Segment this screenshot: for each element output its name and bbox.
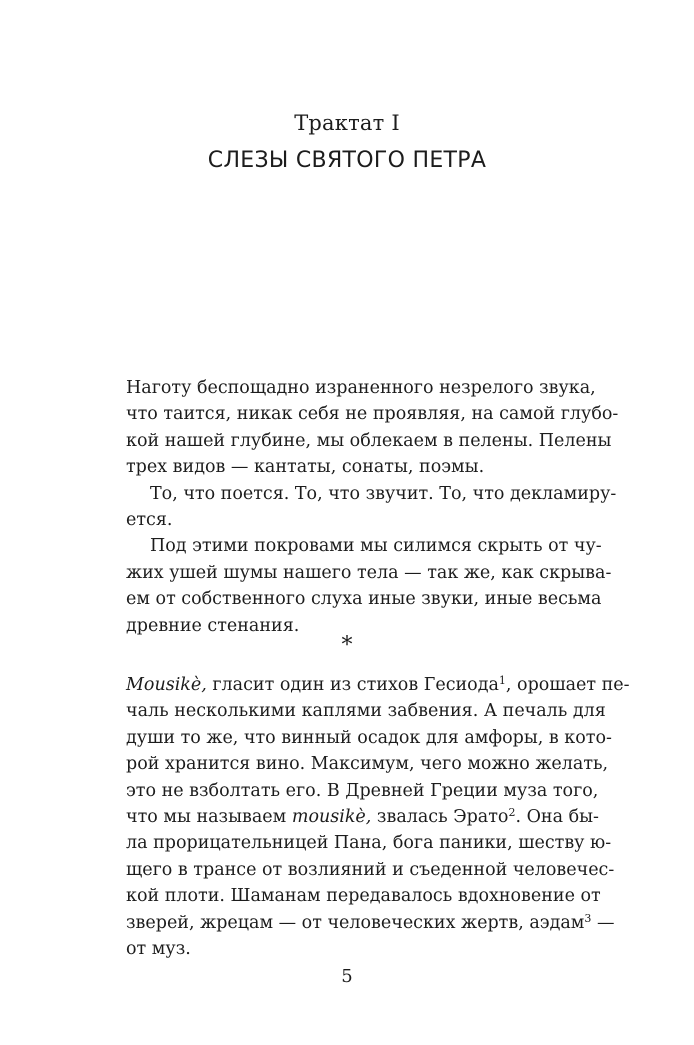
text-line: это не взболтать его. В Древней Греции муза того, — [126, 780, 599, 801]
text-fragment: зверей, жрецам — от человеческих жертв, аэдам — [126, 912, 585, 933]
text-line: Наготу беспощадно израненного незрелого звука, — [126, 378, 596, 398]
paragraph-4 — [126, 672, 630, 962]
treatise-label: Трактат I — [294, 111, 400, 135]
text-line: ла прорицательницей Пана, бога паники, шеству ю- — [126, 833, 612, 854]
text-fragment: , орошает пе- — [505, 675, 630, 695]
paragraph-3 — [126, 533, 612, 639]
italic-term: mousikè, — [291, 807, 372, 828]
text-line — [126, 672, 630, 698]
italic-term: Mousikè, — [126, 675, 207, 695]
text-line: ем от собственного слуха иные звуки, иные весьма — [126, 589, 602, 610]
footnote-ref: 2 — [508, 806, 516, 820]
text-fragment: гласит один из стихов Гесиода — [206, 675, 499, 695]
text-line: что таится, никак себя не проявляя, на самой глубо- — [126, 404, 619, 425]
text-line: Под этими покровами мы силимся скрыть от чу- — [150, 536, 602, 557]
text-line: трех видов — кантаты, сонаты, поэмы. — [126, 457, 485, 478]
text-line — [126, 804, 599, 830]
paragraph-2 — [126, 481, 617, 534]
paragraph-1 — [126, 375, 619, 481]
text-line: щего в трансе от возлияний и съеденной человечес- — [126, 859, 615, 880]
chapter-title: СЛЕЗЫ СВЯТОГО ПЕТРА — [207, 148, 487, 173]
text-line: рой хранится вино. Максимум, чего можно желать, — [126, 754, 609, 775]
text-line: кой плоти. Шаманам передавалось вдохновение от — [126, 886, 601, 907]
text-line: древние стенания. — [126, 615, 300, 636]
footnote-ref: 3 — [584, 911, 592, 925]
text-line: от муз. — [126, 939, 191, 960]
text-line: ется. — [126, 510, 173, 531]
text-fragment: звалась Эрато — [371, 807, 509, 828]
text-line: жих ушей шумы нашего тела — так же, как скрыва- — [126, 562, 612, 583]
text-line — [126, 910, 615, 936]
text-line: чаль несколькими каплями забвения. А печаль для — [126, 701, 606, 722]
text-line: кой нашей глубине, мы облекаем в пелены. Пелены — [126, 430, 612, 451]
section-separator: * — [341, 633, 353, 658]
text-fragment: — — [591, 912, 615, 933]
footnote-ref: 1 — [498, 674, 506, 687]
text-line: души то же, что винный осадок для амфоры, в кото- — [126, 727, 612, 748]
section-1-text — [126, 375, 619, 639]
section-2-text — [126, 672, 630, 962]
text-line: То, что поется. То, что звучит. То, что декламиру- — [150, 483, 617, 504]
page-number: 5 — [341, 966, 353, 987]
text-fragment: . Она бы- — [515, 807, 599, 828]
text-fragment: что мы называем — [126, 807, 292, 828]
